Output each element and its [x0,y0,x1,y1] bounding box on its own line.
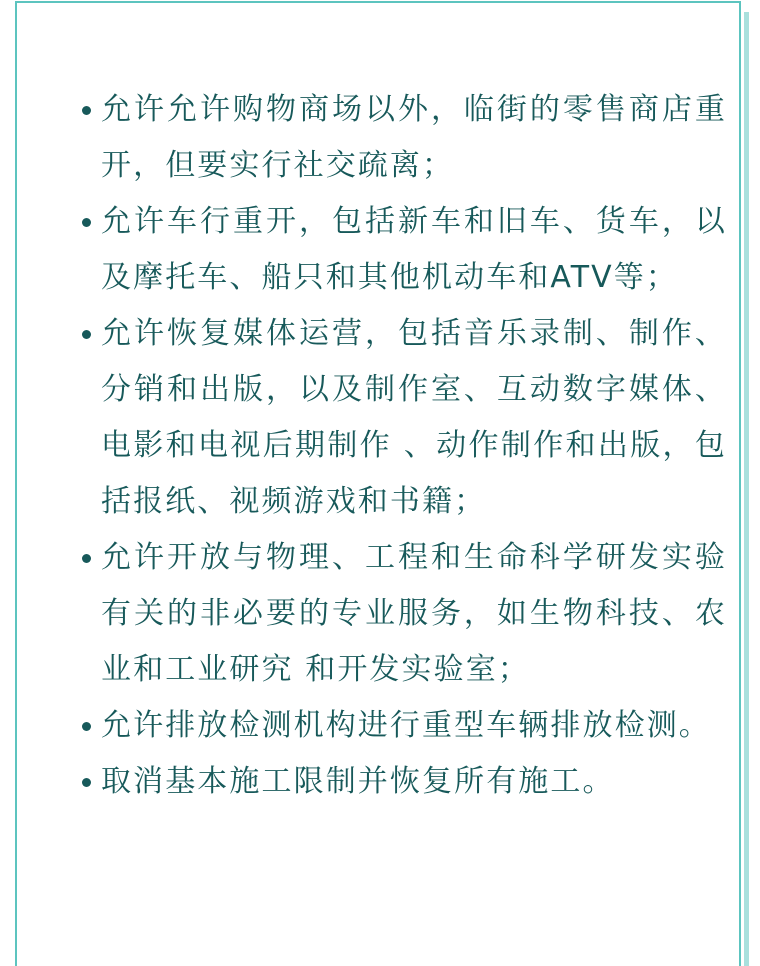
list-item [101,530,727,698]
bullet-icon [82,106,91,115]
card-shadow [744,12,749,966]
list-item-text: 允许排放检测机构进行重型车辆排放检测。 [101,708,711,743]
list-item-text: 允许允许购物商场以外，临街的零售商店重开，但要实行社交疏离； [101,92,727,183]
list-item-text: 允许恢复媒体运营，包括音乐录制、制作、分销和出版，以及制作室、互动数字媒体、电影和电视后期制作 、动作制作和出版，包括报纸、视频游戏和书籍； [101,316,727,519]
list-item [101,306,727,530]
list-item-text: 允许开放与物理、工程和生命科学研发实验有关的非必要的专业服务，如生物科技、农业和工业研究 和开发实验室； [101,540,727,687]
list-item [101,194,727,306]
list-item-text: 允许车行重开，包括新车和旧车、货车，以及摩托车、船只和其他机动车和ATV等； [101,204,727,295]
bullet-list [101,82,727,810]
list-item [101,698,727,754]
bullet-icon [82,554,91,563]
bullet-icon [82,722,91,731]
list-item [101,82,727,194]
bullet-icon [82,778,91,787]
list-item-text: 取消基本施工限制并恢复所有施工。 [101,764,615,799]
list-item [101,754,727,810]
bullet-icon [82,218,91,227]
bullet-icon [82,330,91,339]
